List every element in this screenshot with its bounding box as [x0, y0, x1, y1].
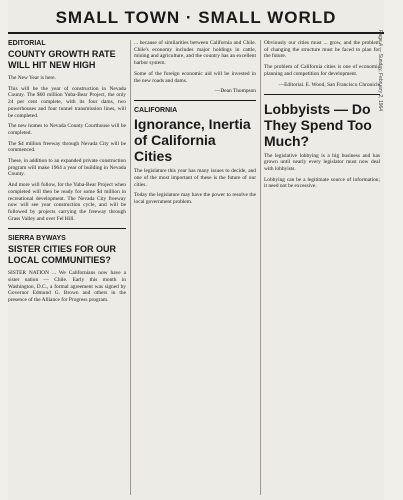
signature: —Editorial. E. Wood, San Francisco Chronicle [278, 81, 380, 88]
paragraph: The legislative lobbying is a big business and has grown until nearly every legislator must now deal with lobbyists. [264, 152, 380, 172]
paragraph: The New Year is here. [8, 75, 56, 81]
paragraph: This will be the year of construction in Nevada County. The $60 million Yuba-Bear Project, the only 24 per cent complete, with its four dams, two powerhouses and four tunnel transmission lines, will be completed. [8, 85, 126, 119]
signature: —Dean Thompson [214, 88, 256, 95]
paragraph: ... because of similarities between California and Chile. Chile's economy includes major holdings in cattle, mining and agriculture, and the country has an excellent harbor system. [134, 40, 256, 67]
paragraph: Lobbying can be a legitimate source of information; it need not be excessive. [264, 176, 380, 190]
column-right [264, 40, 380, 194]
paragraph: Today the legislature may have the power to resolve the local government problem. [134, 192, 256, 206]
byways-headline: SISTER CITIES FOR OUR LOCAL COMMUNITIES? [8, 244, 117, 266]
lobbyists-headline: Lobbyists — Do They Spend Too Much? [264, 100, 372, 149]
newspaper-page [8, 0, 384, 500]
side-note: Page 4 — Sunday, February 2, 1964 [377, 30, 383, 112]
california-kicker: CALIFORNIA [134, 107, 178, 115]
byways-kicker: SIERRA BYWAYS [8, 235, 66, 243]
paragraph: The legislature this year has many issues to decide, and one of the most important of these is the future of our cities. [134, 168, 256, 188]
divider [134, 100, 256, 101]
paragraph: Some of the foreign economic aid will be invested in the new roads and dams. [134, 70, 256, 84]
paragraph: Obviously our cities must ... grow, and the problem of changing the structure must be faced to plan for the future. [264, 40, 380, 60]
column-divider [130, 40, 131, 495]
editorial-headline: COUNTY GROWTH RATE WILL HIT NEW HIGH [8, 49, 116, 70]
paragraph: The $4 million freeway through Nevada City will be commenced. [8, 140, 126, 154]
california-headline: Ignorance, Inertia of California Cities [134, 116, 251, 165]
paragraph: The new homes to Nevada County Courthouse will be completed. [8, 123, 126, 136]
paragraph: And more will follow, for the Yuba-Bear Project when completed will then be ready for some $4 million in recreational development. The Nevada City freeway now will see year construction cycle, and will be followed by projects carrying the freeway through Grass Valley and over Fel Hill. [8, 182, 126, 222]
paragraph: SISTER NATION ... We Californians now have a sister nation — Chile. Early this month in Washington, D.C., a formal agreement was signed by Governor Edmund G. Brown and others in the presence of the Alliance for Progress program. [8, 270, 126, 304]
divider [8, 228, 126, 229]
divider [264, 94, 380, 95]
paragraph: These, in addition to an expanded private construction program will make 1964 a year of building in Nevada County. [8, 158, 126, 178]
column-left [8, 40, 126, 308]
column-divider [260, 40, 261, 495]
masthead-title: SMALL TOWN · SMALL WORLD [8, 4, 384, 34]
column-middle [134, 40, 256, 210]
paragraph: The problem of California cities is one of economic planning and competition for development. [264, 64, 380, 77]
editorial-kicker: EDITORIAL [8, 40, 46, 47]
